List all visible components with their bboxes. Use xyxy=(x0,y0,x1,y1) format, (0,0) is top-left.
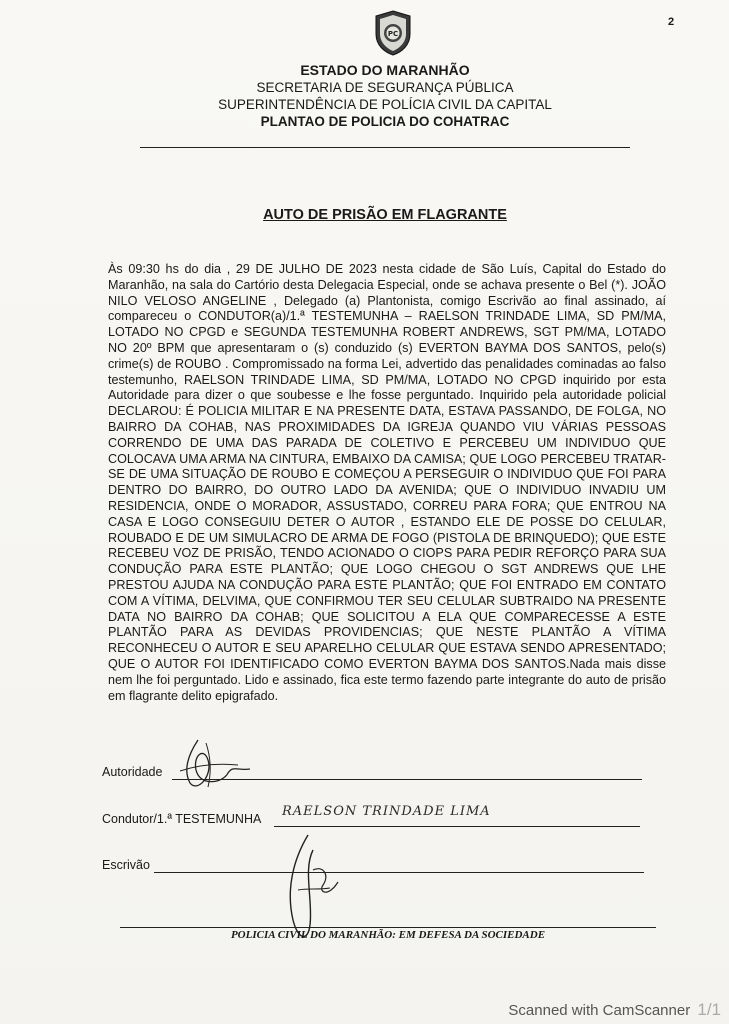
header-unit: PLANTAO DE POLICIA DO COHATRAC xyxy=(260,114,510,129)
document-body: Às 09:30 hs do dia , 29 DE JULHO DE 2023 nesta cidade de São Luís, Capital do Estado do Maranhão, na sala do Cartório desta Delegacia Especial, onde se achava presente o Bel (*). JOÃO NILO VELOSO ANGELINE , Delegado (a) Plantonista, comigo Escrivão ao final assinado, aí compareceu o CONDUTOR(a)/1.ª TESTEMUNHA – RAELSON TRINDADE LIMA, SD PM/MA, LOTADO NO CPGD e SEGUNDA TESTEMUNHA ROBERT ANDREWS, SGT PM/MA, LOTADO NO 20º BPM que apresentaram o (s) conduzido (s) EVERTON BAYMA DOS SANTOS, pelo(s) crime(s) de ROUBO . Compromissado na forma Lei, advertido das penalidades cominadas ao falso testemunho, RAELSON TRINDADE LIMA, SD PM/MA, LOTADO NO CPGD inquirido por esta Autoridade para dizer o que soubesse e lhe fosse perguntado. Inquirido pela autoridade policial DECLAROU: É POLICIA MILITAR E NA PRESENTE DATA, ESTAVA PASSANDO, DE FOLGA, NO BAIRRO DA COHAB, NAS PROXIMIDADES DA IGREJA QUANDO VIU VÁRIAS PESSOAS CORRENDO DE UMA DAS PARADA DE COLETIVO E PERCEBEU UM INDIVIDUO QUE COLOCAVA UMA ARMA NA CINTURA, EMBAIXO DA CAMISA; QUE LOGO PERCEBEU TRATAR-SE DE UMA SITUAÇÃO DE ROUBO E COMEÇOU A PERSEGUIR O INDIVIDUO QUE FOI PARA DENTRO DO BAIRRO, DO OUTRO LADO DA AVENIDA; QUE O INDIVIDUO INVADIU UM RESIDENCIA, ONDE O MORADOR, ASSUSTADO, CORREU PARA FORA; QUE ENTROU NA CASA E LOGO CONSEGUIU DETER O AUTOR , ESTANDO ELE DE POSSE DO CELULAR, ROUBADO E DE UM SIMULACRO DE ARMA DE FOGO (PISTOLA DE BRINQUEDO); QUE ESTE RECEBEU VOZ DE PRISÃO, TENDO ACIONADO O CIOPS PARA PEDIR REFORÇO PARA SUA CONDUÇÃO PARA ESTE PLANTÃO; QUE LOGO CHEGOU O SGT ANDREWS QUE LHE PRESTOU AJUDA NA CONDUÇÃO PARA ESTE PLANTÃO; QUE FOI ENTRADO EM CONTATO COM A VÍTIMA, DELVIMA, QUE CONFIRMOU TER SEU CELULAR SUBTRAIDO NA PRESENTE DATA NO BAIRRO DA COHAB; QUE SOLICITOU A ELA QUE COMPARECESSE A ESTE PLANTÃO PARA AS DEVIDAS PROVIDENCIAS; QUE NESTE PLANTÃO A VÍTIMA RECONHECEU O AUTOR E SEU APARELHO CELULAR QUE ESTAVA SENDO APRESENTADO; QUE O AUTOR FOI IDENTIFICADO COMO EVERTON BAYMA DOS SANTOS.Nada mais disse nem lhe foi perguntado. Lido e assinado, fica este termo fazendo parte integrante do auto de prisão em flagrante delito epigrafado. xyxy=(108,262,666,703)
document-title: AUTO DE PRISÃO EM FLAGRANTE xyxy=(263,207,507,223)
scanner-watermark xyxy=(508,1000,721,1020)
scanner-page-count: 1/1 xyxy=(697,1000,721,1019)
header-secretariat: SECRETARIA DE SEGURANÇA PÚBLICA xyxy=(256,80,514,95)
conductor-signature-line xyxy=(274,826,640,827)
conductor-handwritten-name: RAELSON TRINDADE LIMA xyxy=(282,804,491,819)
footer-divider xyxy=(120,927,656,928)
header-state: ESTADO DO MARANHÃO xyxy=(300,62,470,78)
header-superintendency: SUPERINTENDÊNCIA DE POLÍCIA CIVIL DA CAPITAL xyxy=(218,97,552,112)
svg-text:PC: PC xyxy=(387,30,399,38)
page-number: 2 xyxy=(668,16,675,28)
clerk-signature-line xyxy=(154,872,644,873)
authority-signature-icon xyxy=(168,735,258,795)
document-header xyxy=(150,62,620,131)
clerk-label: Escrivão xyxy=(102,858,150,872)
header-divider xyxy=(140,147,630,148)
police-seal-icon xyxy=(373,10,413,56)
footer-motto: POLICIA CIVIL DO MARANHÃO: EM DEFESA DA SOCIEDADE xyxy=(230,929,546,941)
scanner-watermark-text: Scanned with CamScanner xyxy=(508,1002,691,1019)
conductor-label: Condutor/1.ª TESTEMUNHA xyxy=(102,812,262,826)
authority-label: Autoridade xyxy=(102,765,163,779)
